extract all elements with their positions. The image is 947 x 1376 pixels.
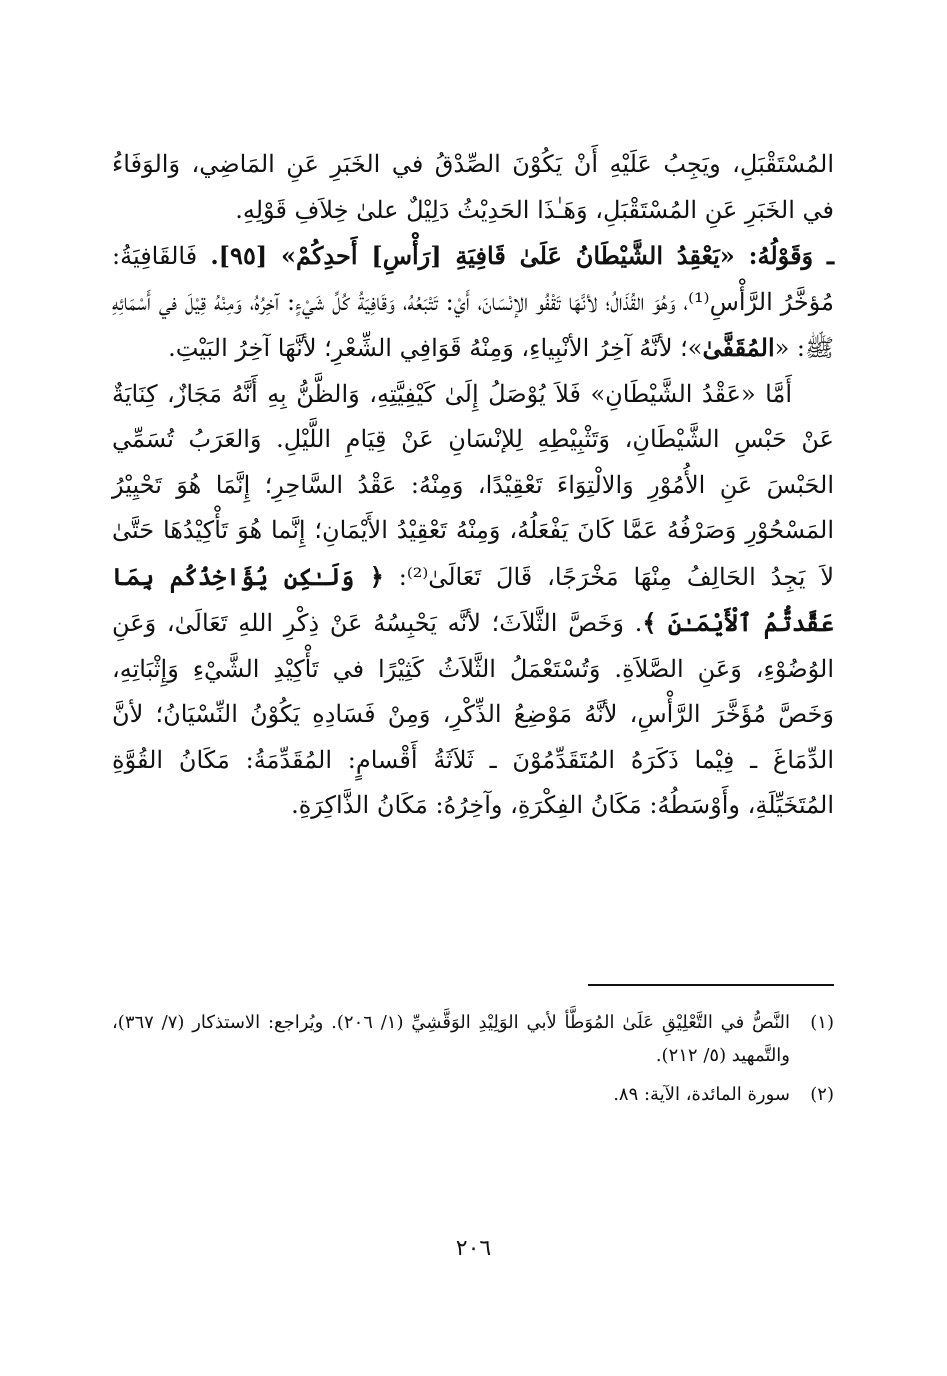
footnote-1-text: النَّصُّ في التَّعْلِيْقِ عَلَىٰ المُوَطَّأ لأبي الوَلِيْدِ الوَقَّشِيِّ (١/ ٢٠٦). ويُراجع: الاستذكار (٧/ ٣٦٧)، والتَّمهيد (٥/ ٢١٢). xyxy=(112,1012,790,1066)
paragraph-3-text-continued: . وَخَصَّ الثَّلاَثَ؛ لأنَّه يَحْبِسُهُ عَنْ ذِكْرِ اللهِ تَعَالَىٰ، وَعَنِ الوُضُوْءِ، وَعَنِ الصَّلاَةِ. وَتُسْتَعْمَلُ الثَّلاَثُ كَثِيْرًا في تَأْكِيْدِ الشَّيْءِ وَإِثْبَاتِهِ، وَخَصَّ مُؤَخَّرَ الرَّأْسِ، لأنَّهُ مَوْضِعُ الذِّكْرِ، وَمِنْ فَسَادِهِ يَكُوْنُ النِّسْيَانُ؛ لأنَّ الدِّمَاغَ ـ فِيْما ذَكَرَهُ المُتَقَدِّمُوْنَ ـ ثَلاَثَةُ أَقْسامٍ: المُقَدِّمَةُ: مَكَانُ القُوَّةِ المُتَخَيِّلَةِ، وأَوْسَطُهُ: مَكَانُ الفِكْرَةِ، وآخِرُهُ: مَكَانُ الذَّاكِرَةِ. xyxy=(112,609,834,819)
paragraph-1-text: المُسْتَقْبَلِ، ويَجِبُ عَلَيْهِ أَنْ يَكُوْنَ الصِّدْقُ في الخَبَرِ عَنِ المَاضِي، وَالوَفَاءُ في الخَبَرِ عَنِ المُسْتَقْبَلِ، وَهَـٰذَا الحَدِيْثُ دَلِيْلٌ علىٰ خِلاَفِ قَوْلِهِ. xyxy=(112,150,834,224)
paragraph-3 xyxy=(112,372,834,829)
paragraph-1 xyxy=(112,142,834,233)
paragraph-2-tail: »؛ لأنَّهُ آخِرُ الأنْبِياءِ، وَمِنْهُ قَوَافِي الشِّعْرِ؛ لأنَّهَا آخِرُ البَيْتِ. xyxy=(168,334,703,362)
footnote-2-number: (٢) xyxy=(810,1084,834,1105)
hadith-quote: ـ وَقَوْلُهُ: «يَعْقِدُ الشَّيْطَانُ عَلَىٰ قَافِيَةِ [رَأْسِ] أَحدِكُمْ» [٩٥]. xyxy=(210,241,834,270)
paragraph-2 xyxy=(112,233,834,372)
paragraph-2-text: فَالقَافِيَةُ: مُؤخَّرُ الرَّأْسِ⁽¹⁾، وَهُوَ القُذَالُ؛ لأنَّهَا تَقْفُو الإنْسَانَ، أَيْ: تَتْبَعُهُ، وَقَافِيَةُ كُلِّ شَيْءٍ: آخِرُهُ، وَمِنْهُ قِيْلَ في أَسْمَائِهِ ﷺ: « xyxy=(112,242,834,362)
footnote-1 xyxy=(112,1006,834,1072)
quran-verse: ﴿ وَلَـٰكِن يُؤَاخِذُكُم بِمَا عَقَّدتُّمُ ٱلْأَيْمَـٰنَ ﴾ xyxy=(112,561,835,637)
main-text xyxy=(112,142,834,829)
footnote-separator xyxy=(588,984,834,986)
footnote-1-number: (١) xyxy=(810,1012,834,1033)
muqaffa-term: المُقَفَّىٰ xyxy=(702,333,775,362)
footnote-2-text: سورة المائدة، الآية: ٨٩. xyxy=(613,1084,790,1105)
paragraph-3-text: أَمَّا «عَقْدُ الشَّيْطَانِ» فَلاَ يُوْصَلُ إِلَىٰ كَيْفِيَّتِهِ، وَالظَّنُّ بِهِ أَنَّهُ مَجَازٌ، كِنَايَةٌ عَنْ حَبْسِ الشَّيْطَانِ، وَتَثْبِيْطِهِ لِلإنْسَانِ عَنْ قِيَامِ اللَّيْلِ. وَالعَرَبُ تُسَمِّي الحَبْسَ عَنِ الأُمُوْرِ وَالالْتِوَاءَ تَعْقِيْدًا، وَمِنْهُ: عَقْدُ السَّاحِرِ؛ إِنَّمَا هُوَ تَحْيِيْرُ المَسْحُوْرِ وَصَرْفُهُ عَمَّا كَانَ يَفْعَلُهُ، وَمِنْهُ تَعْقِيْدُ الأَيْمَانِ؛ إِنَّما هُوَ تَأْكِيْدُهَا حَتَّىٰ لاَ يَجِدُ الحَالِفُ مِنْهَا مَخْرَجًا، قَالَ تَعَالَىٰ⁽²⁾: xyxy=(112,379,835,591)
footnote-2 xyxy=(112,1078,834,1111)
footnotes xyxy=(112,1006,834,1117)
page-number: ٢٠٦ xyxy=(455,1236,492,1261)
